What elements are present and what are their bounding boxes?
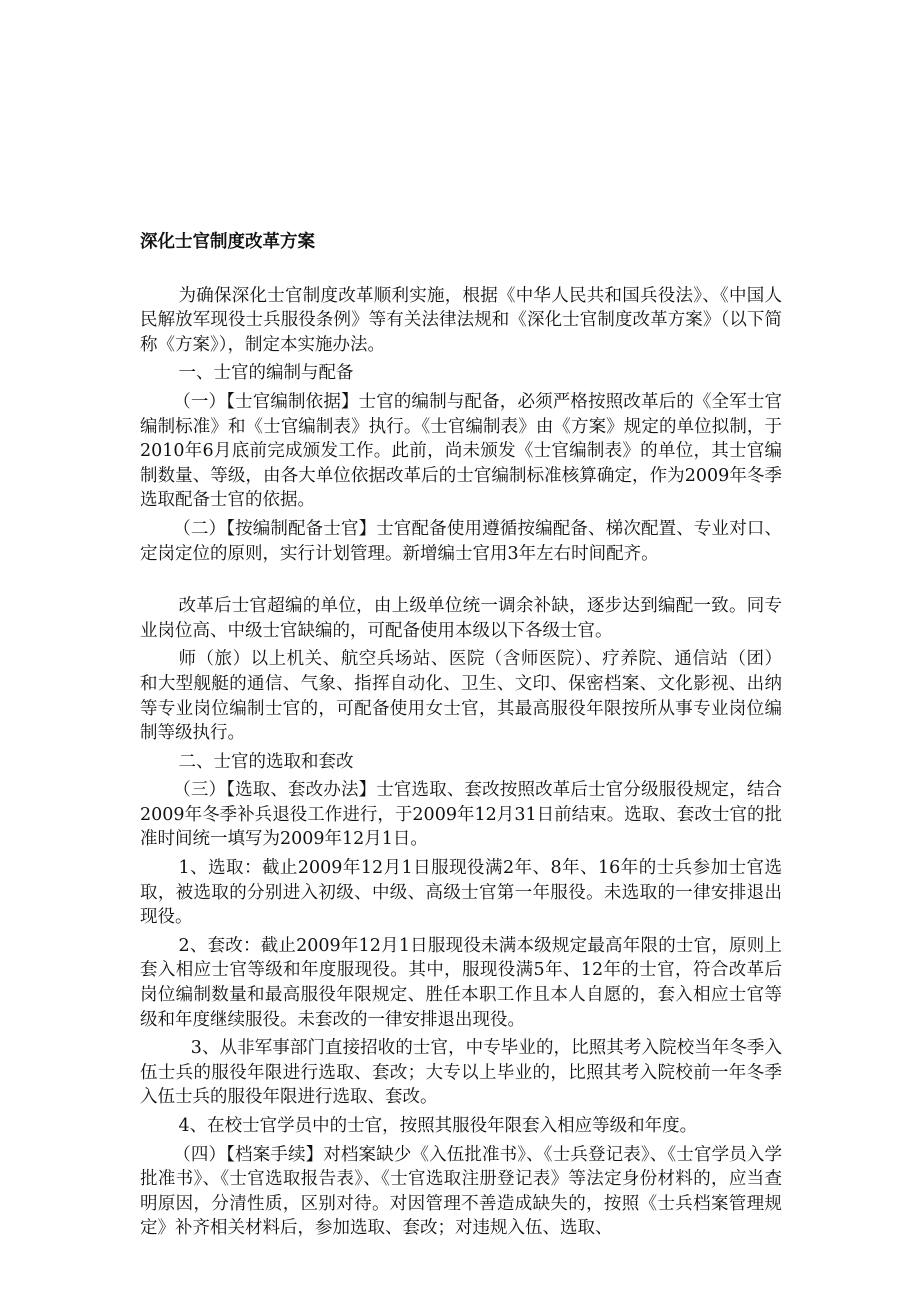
document-page [140, 230, 782, 1245]
list-item-cadets: 4、在校士官学员中的士官，按照其服役年限套入相应等级和年度。 [178, 1116, 698, 1136]
list-item-selection: 1、选取：截止2009年12月1日服现役满2年、8年、16年的士兵参加士官选取，被选取的分别进入初级、中级、高级士官第一年服役。未选取的一律安排退出现役。 [140, 858, 782, 928]
paragraph-clause-2: （二）【按编制配备士官】士官配备使用遵循按编配备、梯次配置、专业对口、定岗定位的原则，实行计划管理。新增编士官用3年左右时间配齐。 [140, 518, 782, 564]
list-item-direct-recruit: 3、从非军事部门直接招收的士官，中专毕业的，比照其考入院校当年冬季入伍士兵的服役年限进行选取、套改；大专以上毕业的，比照其考入院校前一年冬季入伍士兵的服役年限进行选取、套改。 [140, 1038, 782, 1108]
list-item-conversion: 2、套改：截止2009年12月1日服现役未满本级规定最高年限的士官，原则上套入相应士官等级和年度服现役。其中，服现役满5年、12年的士官，符合改革后岗位编制数量和最高服役年限规定、胜任本职工作且本人自愿的，套入相应士官等级和年度继续服役。未套改的一律安排退出现役。 [140, 935, 782, 1030]
section-heading-2: 二、士官的选取和套改 [178, 751, 354, 772]
document-title: 深化士官制度改革方案 [140, 232, 315, 252]
paragraph-overstaff: 改革后士官超编的单位，由上级单位统一调余补缺，逐步达到编配一致。同专业岗位高、中级士官缺编的，可配备使用本级以下各级士官。 [140, 596, 782, 641]
paragraph-clause-1: （一）【士官编制依据】士官的编制与配备，必须严格按照改革后的《全军士官编制标准》和《士官编制表》执行。《士官编制表》由《方案》规定的单位拟制，于2010年6月底前完成颁发工作。此前，尚未颁发《士官编制表》的单位，其士官编制数量、等级，由各大单位依据改革后的士官编制标准核算确定，作为2009年冬季选取配备士官的依据。 [140, 391, 782, 511]
section-heading-1: 一、士官的编制与配备 [178, 363, 354, 384]
paragraph-clause-4: （四）【档案手续】对档案缺少《入伍批准书》、《士兵登记表》、《士官学员入学批准书》、《士官选取报告表》、《士官选取注册登记表》等法定身份材料的，应当查明原因，分清性质，区别对待。对因管理不善造成缺失的，按照《士兵档案管理规定》补齐相关材料后，参加选取、套改；对违规入伍、选取、 [140, 1144, 782, 1239]
paragraph-clause-3: （三）【选取、套改办法】士官选取、套改按照改革后士官分级服役规定，结合2009年冬季补兵退役工作进行，于2009年12月31日前结束。选取、套改士官的批准时间统一填写为2009年12月1日。 [140, 780, 782, 850]
paragraph-intro: 为确保深化士官制度改革顺利实施，根据《中华人民共和国兵役法》、《中国人民解放军现役士兵服役条例》等有关法律法规和《深化士官制度改革方案》（以下简称《方案》），制定本实施办法。 [140, 285, 782, 355]
blank-line [140, 570, 782, 594]
paragraph-female-nco: 师（旅）以上机关、航空兵场站、医院（含师医院）、疗养院、通信站（团）和大型舰艇的通信、气象、指挥自动化、卫生、文印、保密档案、文化影视、出纳等专业岗位编制士官的，可配备使用女士官，其最高服役年限按所从事专业岗位编制等级执行。 [140, 649, 782, 744]
